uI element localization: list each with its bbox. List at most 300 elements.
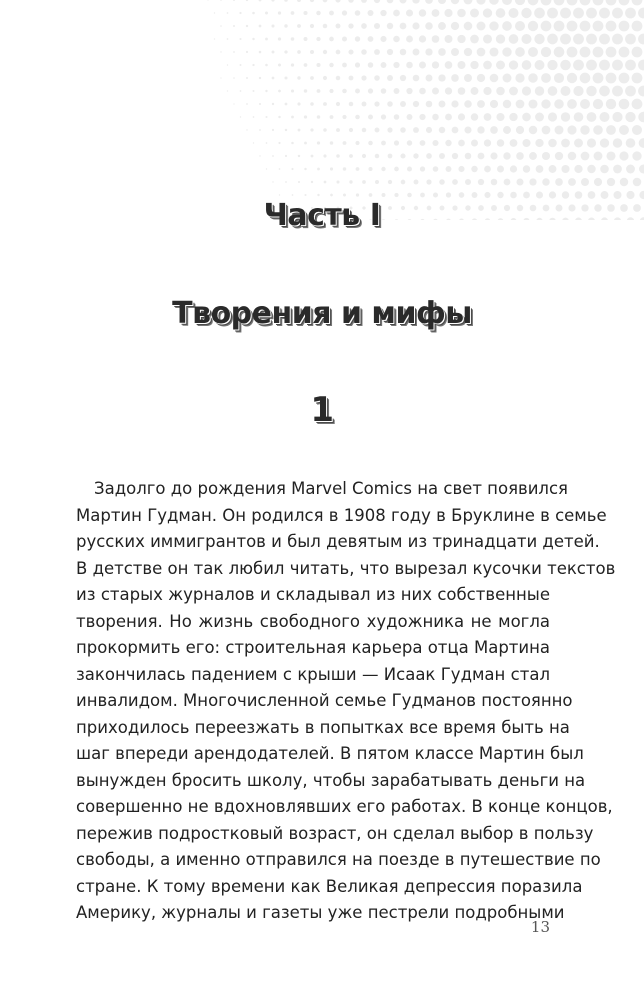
halftone-dot (465, 153, 472, 160)
halftone-dot (593, 125, 603, 135)
halftone-dot (407, 114, 413, 120)
halftone-dot (400, 127, 406, 133)
halftone-dot (612, 60, 623, 71)
halftone-dot (516, 126, 524, 134)
halftone-dot (632, 0, 643, 5)
halftone-dot (632, 21, 643, 32)
halftone-dot (227, 38, 229, 40)
halftone-dot (522, 113, 531, 122)
halftone-dot (393, 62, 399, 68)
halftone-dot (355, 141, 359, 145)
halftone-dot (265, 90, 267, 92)
halftone-dot (535, 60, 545, 70)
halftone-dot (272, 77, 275, 80)
halftone-dot (425, 48, 432, 55)
halftone-dot (381, 88, 387, 94)
halftone-dot (632, 99, 643, 110)
halftone-dot (297, 50, 301, 54)
halftone-dot (599, 112, 609, 122)
body-line: приходилось переезжать в попытках все время быть на (76, 717, 570, 737)
halftone-dot (620, 178, 628, 186)
halftone-dot (368, 88, 373, 93)
halftone-dot (317, 168, 320, 171)
halftone-dot (426, 75, 433, 82)
halftone-dot (227, 64, 229, 66)
halftone-dot (478, 153, 485, 160)
halftone-dot (432, 35, 440, 43)
halftone-dot (317, 115, 321, 119)
halftone-dot (419, 62, 426, 69)
halftone-dot (600, 138, 609, 147)
halftone-dot (632, 125, 642, 135)
halftone-dot (632, 47, 643, 58)
halftone-dot (355, 115, 360, 120)
halftone-dot (561, 139, 570, 148)
body-line: свободы, а именно отправился на поезде в путешествие по (76, 850, 601, 869)
halftone-dot (342, 63, 347, 68)
halftone-dot (573, 34, 584, 45)
halftone-dot (439, 101, 446, 108)
halftone-dot (438, 22, 446, 30)
halftone-dot (534, 34, 544, 44)
halftone-dot (587, 165, 595, 173)
halftone-dot (285, 103, 288, 106)
halftone-dot (477, 48, 486, 57)
halftone-dot (361, 23, 367, 29)
halftone-dot (490, 152, 497, 159)
halftone-dot (265, 116, 267, 118)
halftone-dot (458, 61, 466, 69)
halftone-dot (445, 87, 452, 94)
halftone-dot (323, 154, 326, 157)
halftone-dot (451, 22, 459, 30)
halftone-dot (509, 34, 519, 44)
halftone-dot (246, 0, 248, 1)
halftone-dot (632, 73, 643, 84)
halftone-dot (375, 180, 379, 184)
halftone-dot (484, 113, 492, 121)
halftone-dot (612, 112, 622, 122)
halftone-dot (521, 8, 531, 18)
halftone-dot (323, 50, 327, 54)
halftone-dot (464, 48, 472, 56)
halftone-dot (560, 34, 571, 45)
halftone-dot (451, 0, 459, 4)
halftone-dot (452, 127, 459, 134)
halftone-dot (426, 101, 433, 108)
halftone-dot (239, 12, 241, 14)
body-line: прокормить его: строительная карьера отца Мартина (76, 638, 551, 657)
halftone-dot (413, 75, 420, 82)
halftone-decoration (0, 0, 644, 220)
halftone-dot (581, 152, 590, 161)
halftone-dot (594, 178, 602, 186)
halftone-dot (587, 138, 596, 147)
part-title: Часть I (263, 198, 381, 233)
halftone-dot (400, 75, 406, 81)
halftone-dot (568, 178, 576, 186)
halftone-dot (528, 99, 537, 108)
halftone-dot (535, 86, 544, 95)
halftone-dot (625, 8, 636, 19)
halftone-dot (412, 22, 419, 29)
halftone-dot (304, 142, 307, 145)
halftone-dot (259, 155, 260, 156)
halftone-dot (471, 140, 478, 147)
halftone-dot (420, 140, 426, 146)
halftone-dot (516, 178, 523, 185)
halftone-dot (638, 34, 644, 45)
halftone-dot (432, 140, 438, 146)
halftone-dot (484, 166, 491, 173)
halftone-dot (560, 60, 571, 71)
halftone-dot (310, 128, 313, 131)
halftone-dot (388, 180, 392, 184)
halftone-dot (368, 10, 374, 16)
halftone-dot (541, 47, 551, 57)
halftone-dot (567, 21, 578, 32)
halftone-dot (439, 179, 444, 184)
halftone-dot (233, 25, 235, 27)
halftone-dot (214, 12, 215, 13)
halftone-dot (272, 129, 274, 131)
halftone-dot (362, 154, 366, 158)
halftone-dot (356, 167, 360, 171)
halftone-dot (380, 36, 386, 42)
halftone-dot (253, 116, 255, 118)
halftone-dot (483, 8, 492, 17)
halftone-dot (298, 129, 301, 132)
halftone-dot (406, 62, 413, 69)
halftone-dot (508, 8, 518, 18)
halftone-dot (342, 10, 347, 15)
halftone-dot (368, 167, 372, 171)
halftone-dot (284, 0, 288, 2)
halftone-dot (490, 100, 498, 108)
halftone-dot (528, 0, 539, 5)
halftone-dot (502, 21, 512, 31)
halftone-dot (541, 21, 552, 32)
halftone-dot (445, 140, 451, 146)
halftone-dot (483, 87, 491, 95)
halftone-dot (497, 139, 505, 147)
halftone-dot (387, 101, 393, 107)
halftone-dot (587, 112, 597, 122)
halftone-dot (323, 102, 327, 106)
halftone-dot (298, 181, 300, 183)
halftone-dot (407, 166, 412, 171)
halftone-dot (343, 167, 346, 170)
halftone-dot (412, 0, 419, 4)
halftone-dot (504, 179, 511, 186)
halftone-dot (394, 140, 399, 145)
halftone-dot (272, 51, 275, 54)
halftone-dot (490, 126, 498, 134)
halftone-dot (458, 166, 464, 172)
halftone-dot (259, 25, 262, 28)
halftone-dot (516, 152, 524, 160)
halftone-dot (425, 22, 433, 30)
halftone-dot (266, 168, 267, 169)
halftone-dot (265, 12, 268, 15)
halftone-dot (542, 178, 549, 185)
halftone-dot (580, 99, 590, 109)
halftone-dot (536, 165, 544, 173)
halftone-dot (368, 62, 374, 68)
halftone-dot (445, 114, 452, 121)
halftone-dot (401, 180, 406, 185)
halftone-dot (285, 129, 287, 131)
halftone-dot (445, 35, 453, 43)
halftone-dot (348, 0, 353, 3)
halftone-dot (502, 0, 512, 5)
halftone-dot (478, 179, 484, 185)
halftone-dot (438, 48, 446, 56)
halftone-dot (271, 24, 274, 27)
halftone-dot (381, 114, 386, 119)
halftone-dot (246, 51, 248, 53)
halftone-dot (220, 77, 221, 78)
halftone-dot (625, 60, 636, 71)
halftone-dot (638, 60, 644, 71)
halftone-dot (419, 88, 426, 95)
halftone-dot (554, 99, 564, 109)
halftone-dot (336, 102, 340, 106)
halftone-dot (329, 37, 334, 42)
halftone-dot (491, 179, 498, 186)
halftone-dot (323, 76, 327, 80)
halftone-dot (380, 10, 386, 16)
halftone-dot (612, 34, 623, 45)
halftone-dot (400, 101, 406, 107)
halftone-dot (388, 154, 393, 159)
body-line: Задолго до рождения Marvel Comics на свет появился (94, 479, 568, 498)
halftone-dot (323, 24, 328, 29)
halftone-dot (534, 8, 545, 19)
halftone-dot (342, 115, 346, 119)
halftone-dot (374, 23, 380, 29)
halftone-dot (375, 128, 380, 133)
halftone-dot (291, 168, 293, 170)
halftone-dot (349, 102, 354, 107)
halftone-dot (477, 100, 485, 108)
halftone-dot (336, 24, 341, 29)
halftone-dot (374, 0, 380, 3)
halftone-dot (581, 178, 589, 186)
halftone-dot (574, 165, 582, 173)
halftone-dot (521, 34, 531, 44)
halftone-dot (515, 0, 525, 5)
halftone-dot (599, 34, 610, 45)
halftone-dot (252, 38, 254, 40)
halftone-dot (509, 87, 518, 96)
halftone-dot (567, 99, 577, 109)
halftone-dot (342, 36, 347, 41)
halftone-dot (329, 89, 333, 93)
halftone-dot (638, 86, 644, 97)
halftone-dot (522, 86, 531, 95)
halftone-dot (259, 129, 261, 131)
halftone-dot (291, 142, 294, 145)
halftone-dot (220, 51, 221, 52)
halftone-dot (311, 181, 313, 183)
halftone-dot (426, 153, 432, 159)
halftone-dot (279, 168, 281, 170)
halftone-dot (368, 141, 373, 146)
halftone-dot (567, 47, 578, 58)
halftone-dot (252, 64, 254, 66)
halftone-dot (246, 129, 247, 130)
halftone-dot (483, 61, 492, 70)
halftone-dot (580, 21, 591, 32)
halftone-dot (554, 47, 565, 58)
halftone-dot (489, 21, 498, 30)
halftone-dot (503, 152, 510, 159)
halftone-dot (573, 60, 584, 71)
halftone-dot (458, 87, 466, 95)
halftone-dot (619, 0, 630, 5)
halftone-dot (375, 154, 379, 158)
halftone-dot (567, 0, 578, 5)
halftone-dot (310, 76, 314, 80)
halftone-dot (419, 114, 425, 120)
halftone-dot (561, 165, 569, 173)
halftone-dot (278, 37, 281, 40)
halftone-dot (542, 126, 551, 135)
halftone-dot (316, 37, 320, 41)
halftone-dot (426, 179, 431, 184)
halftone-dot (271, 0, 274, 2)
halftone-dot (394, 114, 400, 120)
halftone-dot (458, 140, 465, 147)
halftone-dot (342, 89, 347, 94)
halftone-dot (330, 167, 333, 170)
halftone-dot (580, 0, 591, 5)
halftone-dot (457, 9, 466, 18)
halftone-dot (619, 47, 630, 58)
halftone-dot (489, 0, 499, 5)
halftone-dot (465, 179, 471, 185)
halftone-dot (516, 100, 525, 109)
halftone-dot (291, 89, 294, 92)
section-title: Творения и мифы (172, 296, 472, 331)
halftone-dot (387, 23, 393, 29)
halftone-dot (471, 166, 477, 172)
halftone-dot (476, 0, 485, 5)
body-line: русских иммигрантов и был девятым из тринадцати детей. (76, 532, 600, 551)
halftone-dot (336, 154, 339, 157)
halftone-dot (554, 21, 565, 32)
halftone-dot (549, 165, 557, 173)
halftone-dot (522, 139, 530, 147)
halftone-dot (586, 60, 597, 71)
halftone-dot (387, 75, 393, 81)
halftone-dot (368, 115, 373, 120)
halftone-dot (291, 63, 294, 66)
halftone-dot (362, 128, 367, 133)
halftone-dot (612, 8, 623, 19)
halftone-dot (348, 23, 353, 28)
halftone-dot (496, 61, 505, 70)
halftone-dot (496, 113, 504, 121)
body-text (76, 476, 616, 927)
halftone-dot (355, 62, 360, 67)
halftone-dot (252, 90, 254, 92)
halftone-dot (510, 139, 518, 147)
halftone-dot (452, 153, 458, 159)
halftone-dot (573, 86, 583, 96)
halftone-dot (458, 113, 465, 120)
halftone-dot (451, 74, 459, 82)
halftone-dot (619, 21, 630, 32)
halftone-dot (349, 76, 354, 81)
halftone-dot (639, 138, 644, 148)
halftone-dot (400, 23, 407, 30)
halftone-dot (638, 8, 644, 19)
halftone-dot (432, 88, 439, 95)
halftone-dot (555, 178, 563, 186)
halftone-dot (606, 73, 617, 84)
halftone-dot (496, 8, 506, 18)
body-line: вынужден бросить школу, чтобы зарабатывать деньги на (76, 770, 586, 790)
halftone-dot (613, 165, 622, 174)
halftone-dot (349, 128, 353, 132)
halftone-dot (625, 34, 636, 45)
halftone-dot (329, 63, 333, 67)
halftone-dot (335, 0, 340, 3)
halftone-dot (252, 12, 255, 15)
halftone-dot (362, 102, 367, 107)
halftone-dot (580, 73, 591, 84)
body-line: Мартин Гудман. Он родился в 1908 году в Бруклине в семье (76, 505, 607, 525)
halftone-dot (278, 11, 281, 14)
halftone-dot (413, 49, 420, 56)
halftone-dot (599, 8, 610, 19)
halftone-dot (483, 34, 492, 43)
halftone-dot (303, 11, 307, 15)
halftone-dot (304, 168, 306, 170)
halftone-dot (317, 89, 321, 93)
halftone-dot (298, 155, 300, 157)
halftone-dot (633, 178, 642, 187)
halftone-dot (535, 139, 543, 147)
halftone-dot (362, 180, 366, 184)
halftone-dot (278, 90, 281, 93)
halftone-dot (464, 22, 473, 31)
halftone-dot (361, 0, 367, 3)
halftone-dot (619, 125, 629, 135)
halftone-dot (381, 141, 386, 146)
halftone-dot (567, 73, 577, 83)
halftone-dot (541, 99, 550, 108)
halftone-dot (387, 49, 393, 55)
halftone-dot (515, 21, 525, 31)
halftone-dot (607, 178, 615, 186)
halftone-dot (240, 64, 242, 66)
halftone-dot (317, 141, 320, 144)
halftone-dot (594, 152, 603, 161)
halftone-dot (547, 34, 558, 45)
halftone-dot (265, 38, 268, 41)
halftone-dot (477, 22, 486, 31)
halftone-dot (464, 74, 472, 82)
halftone-dot (619, 151, 628, 160)
body-line: совершенно не вдохновлявших его работах. В конце концов, (76, 797, 613, 816)
halftone-dot (381, 167, 385, 171)
halftone-dot (541, 0, 552, 5)
halftone-dot (233, 0, 235, 1)
halftone-dot (355, 36, 360, 41)
